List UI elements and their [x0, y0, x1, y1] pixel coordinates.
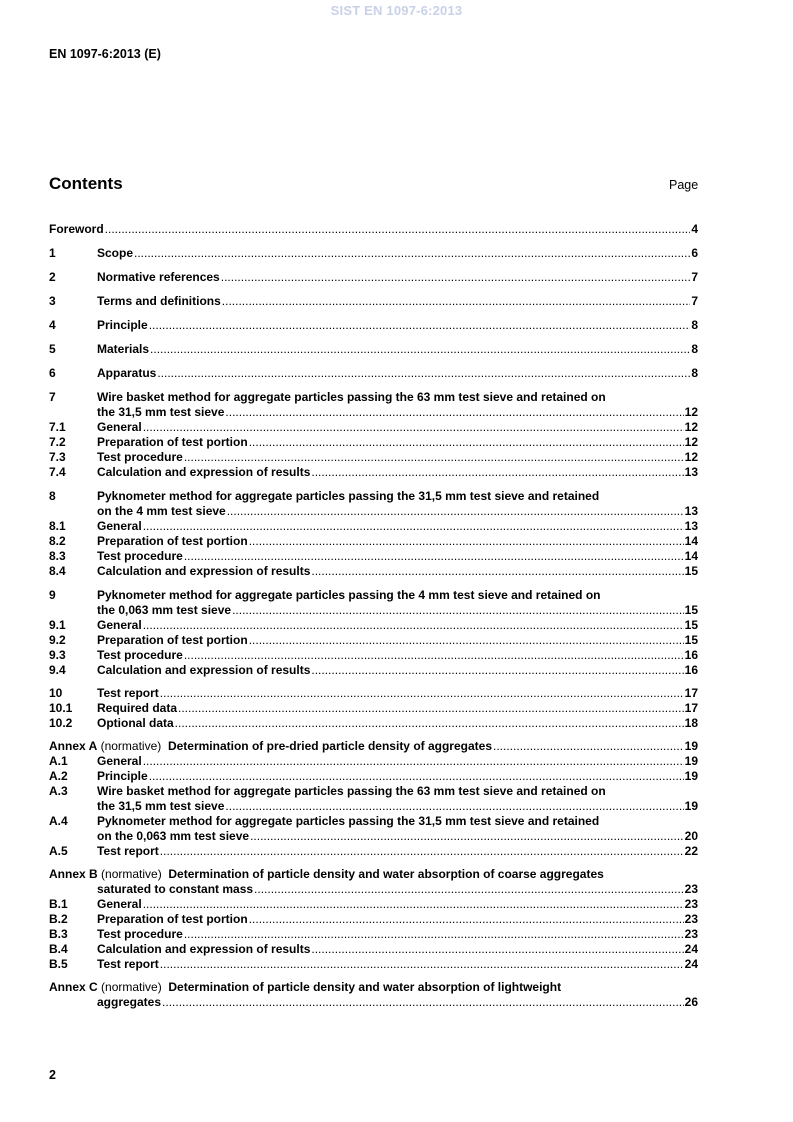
toc-number: 10.1	[49, 701, 73, 715]
toc-number: 8	[49, 489, 56, 503]
toc-number: 5	[49, 342, 56, 356]
dot-leader	[184, 549, 684, 564]
toc-number: 6	[49, 366, 56, 380]
annex-label: Annex B	[49, 867, 98, 881]
toc-title: Calculation and expression of results	[97, 465, 311, 479]
toc-title-line: Pyknometer method for aggregate particles passing the 4 mm test sieve and retained on	[97, 588, 601, 602]
toc-entry[interactable]	[49, 549, 698, 564]
toc-entry-foreword[interactable]	[49, 222, 698, 237]
table-of-contents	[49, 222, 698, 1010]
toc-entry[interactable]	[49, 450, 698, 465]
dot-leader	[143, 519, 684, 534]
toc-number: 4	[49, 318, 56, 332]
dot-leader	[311, 564, 683, 579]
toc-page: 26	[684, 995, 698, 1009]
toc-entry[interactable]	[49, 588, 698, 618]
toc-page: 19	[684, 769, 698, 783]
toc-entry[interactable]	[49, 814, 698, 844]
toc-number: A.1	[49, 754, 68, 768]
toc-title: Test report	[97, 686, 159, 700]
toc-entry[interactable]	[49, 701, 698, 716]
dot-leader	[232, 603, 684, 618]
toc-title: Test report	[97, 844, 159, 858]
toc-page: 22	[684, 844, 698, 858]
toc-page: 20	[684, 829, 698, 843]
toc-title: Apparatus	[97, 366, 157, 380]
dot-leader	[311, 465, 683, 480]
toc-number: 7.1	[49, 420, 66, 434]
toc-entry[interactable]	[49, 318, 698, 333]
toc-title: General	[97, 897, 142, 911]
toc-number: 9.1	[49, 618, 66, 632]
toc-number: B.1	[49, 897, 68, 911]
dot-leader	[143, 420, 684, 435]
toc-page: 19	[684, 754, 698, 768]
toc-page: 12	[684, 405, 698, 419]
toc-title-line: the 31,5 mm test sieve	[97, 799, 225, 813]
dot-leader	[184, 927, 684, 942]
toc-entry[interactable]	[49, 465, 698, 480]
dot-leader	[160, 957, 684, 972]
toc-title: General	[97, 519, 142, 533]
dot-leader	[249, 912, 684, 927]
toc-page: 23	[684, 912, 698, 926]
toc-number: 9.2	[49, 633, 66, 647]
toc-entry[interactable]	[49, 534, 698, 549]
toc-page: 8	[691, 318, 698, 332]
toc-title: Preparation of test portion	[97, 435, 248, 449]
toc-page: 16	[684, 663, 698, 677]
toc-page: 14	[684, 534, 698, 548]
toc-page: 19	[684, 739, 698, 753]
annex-label: Annex A	[49, 739, 98, 753]
toc-page: 13	[684, 504, 698, 518]
toc-title-line: Determination of particle density and water absorption of coarse aggregates	[168, 867, 604, 881]
toc-number: B.4	[49, 942, 68, 956]
toc-number: 8.1	[49, 519, 66, 533]
toc-page: 7	[691, 294, 698, 308]
dot-leader	[493, 739, 684, 754]
toc-entry[interactable]	[49, 246, 698, 261]
toc-number: 7.2	[49, 435, 66, 449]
toc-entry[interactable]	[49, 633, 698, 648]
toc-title: Preparation of test portion	[97, 912, 248, 926]
toc-number: B.5	[49, 957, 68, 971]
toc-number: 9.4	[49, 663, 66, 677]
toc-page: 12	[684, 450, 698, 464]
annex-label: Annex C	[49, 980, 98, 994]
toc-entry[interactable]	[49, 844, 698, 859]
toc-title: Calculation and expression of results	[97, 564, 311, 578]
dot-leader	[249, 534, 684, 549]
toc-number: 8.3	[49, 549, 66, 563]
toc-number: B.2	[49, 912, 68, 926]
toc-page: 12	[684, 435, 698, 449]
toc-title-line: aggregates	[97, 995, 162, 1009]
toc-entry[interactable]	[49, 769, 698, 784]
toc-entry[interactable]	[49, 420, 698, 435]
toc-title: Optional data	[97, 716, 174, 730]
toc-page: 13	[684, 519, 698, 533]
toc-title: Test procedure	[97, 450, 183, 464]
dot-leader	[249, 435, 684, 450]
toc-title: Calculation and expression of results	[97, 663, 311, 677]
toc-number: 3	[49, 294, 56, 308]
toc-title: Test report	[97, 957, 159, 971]
dot-leader	[157, 366, 690, 381]
toc-number: A.2	[49, 769, 68, 783]
toc-title: Test procedure	[97, 648, 183, 662]
toc-number: 10	[49, 686, 63, 700]
toc-entry[interactable]	[49, 294, 698, 309]
toc-annex-c[interactable]	[49, 980, 698, 1010]
toc-entry[interactable]	[49, 519, 698, 534]
toc-entry[interactable]	[49, 342, 698, 357]
annex-type: (normative)	[101, 980, 162, 994]
toc-page: 24	[684, 942, 698, 956]
dot-leader	[150, 342, 690, 357]
toc-page: 8	[691, 342, 698, 356]
toc-title: Materials	[97, 342, 150, 356]
toc-number: 9.3	[49, 648, 66, 662]
toc-title: Foreword	[49, 222, 104, 236]
toc-number: 10.2	[49, 716, 73, 730]
toc-page: 12	[684, 420, 698, 434]
dot-leader	[184, 648, 684, 663]
toc-entry[interactable]	[49, 489, 698, 519]
toc-entry[interactable]	[49, 912, 698, 927]
dot-leader	[222, 294, 691, 309]
toc-title: Preparation of test portion	[97, 534, 248, 548]
annex-type: (normative)	[100, 739, 162, 753]
toc-title-line: Pyknometer method for aggregate particles passing the 31,5 mm test sieve and retained	[97, 814, 600, 828]
toc-page: 16	[684, 648, 698, 662]
toc-annex-b[interactable]	[49, 867, 698, 897]
toc-entry[interactable]	[49, 435, 698, 450]
dot-leader	[143, 754, 684, 769]
dot-leader	[225, 799, 683, 814]
toc-title-line: the 31,5 mm test sieve	[97, 405, 225, 419]
toc-title: Terms and definitions	[97, 294, 221, 308]
toc-entry[interactable]	[49, 564, 698, 579]
dot-leader	[143, 618, 684, 633]
toc-title: Required data	[97, 701, 178, 715]
toc-number: A.5	[49, 844, 68, 858]
toc-title: Principle	[97, 769, 148, 783]
toc-page: 4	[691, 222, 698, 236]
dot-leader	[149, 318, 691, 333]
toc-title: General	[97, 754, 142, 768]
toc-title: Calculation and expression of results	[97, 942, 311, 956]
toc-number: 1	[49, 246, 56, 260]
document-id: EN 1097-6:2013 (E)	[49, 47, 161, 61]
dot-leader	[160, 686, 684, 701]
toc-page: 15	[684, 618, 698, 632]
toc-entry[interactable]	[49, 716, 698, 731]
toc-entry[interactable]	[49, 942, 698, 957]
toc-page: 7	[691, 270, 698, 284]
toc-page: 18	[684, 716, 698, 730]
dot-leader	[105, 222, 691, 237]
toc-title: Principle	[97, 318, 148, 332]
toc-title: General	[97, 618, 142, 632]
toc-entry[interactable]	[49, 897, 698, 912]
toc-number: B.3	[49, 927, 68, 941]
toc-page: 17	[684, 686, 698, 700]
page-column-label: Page	[669, 178, 699, 192]
toc-entry[interactable]	[49, 366, 698, 381]
toc-title: Normative references	[97, 270, 220, 284]
dot-leader	[227, 504, 684, 519]
toc-entry[interactable]	[49, 686, 698, 701]
toc-title-line: Pyknometer method for aggregate particles passing the 31,5 mm test sieve and retained	[97, 489, 600, 503]
dot-leader	[149, 769, 684, 784]
toc-title: Test procedure	[97, 927, 183, 941]
toc-page: 23	[684, 882, 698, 896]
dot-leader	[254, 882, 684, 897]
dot-leader	[250, 829, 684, 844]
page-number: 2	[49, 1068, 56, 1082]
toc-title-line: Determination of particle density and water absorption of lightweight	[168, 980, 562, 994]
toc-page: 13	[684, 465, 698, 479]
dot-leader	[225, 405, 683, 420]
dot-leader	[311, 942, 683, 957]
toc-title: Determination of pre-dried particle density of aggregates	[167, 739, 493, 753]
toc-number: 2	[49, 270, 56, 284]
toc-entry[interactable]	[49, 390, 698, 420]
toc-page: 23	[684, 897, 698, 911]
toc-page: 24	[684, 957, 698, 971]
dot-leader	[160, 844, 684, 859]
toc-title-line: Wire basket method for aggregate particles passing the 63 mm test sieve and retained on	[97, 784, 606, 798]
toc-title: Test procedure	[97, 549, 183, 563]
dot-leader	[162, 995, 684, 1010]
toc-entry[interactable]	[49, 957, 698, 972]
toc-entry[interactable]	[49, 648, 698, 663]
toc-annex-a[interactable]	[49, 739, 698, 754]
toc-number: A.4	[49, 814, 68, 828]
toc-page: 17	[684, 701, 698, 715]
toc-entry[interactable]	[49, 927, 698, 942]
toc-title-line: saturated to constant mass	[97, 882, 254, 896]
watermark: SIST EN 1097-6:2013	[330, 3, 463, 18]
toc-title-line: on the 0,063 mm test sieve	[97, 829, 250, 843]
dot-leader	[311, 663, 683, 678]
toc-entry[interactable]	[49, 618, 698, 633]
toc-title: Scope	[97, 246, 134, 260]
toc-entry[interactable]	[49, 784, 698, 814]
toc-number: 9	[49, 588, 56, 602]
toc-page: 23	[684, 927, 698, 941]
toc-number: A.3	[49, 784, 68, 798]
toc-number: 8.4	[49, 564, 66, 578]
dot-leader	[175, 716, 684, 731]
contents-heading: Contents	[49, 174, 123, 193]
toc-title-line: on the 4 mm test sieve	[97, 504, 226, 518]
dot-leader	[184, 450, 684, 465]
toc-page: 6	[691, 246, 698, 260]
toc-number: 7	[49, 390, 56, 404]
toc-entry[interactable]	[49, 754, 698, 769]
toc-page: 15	[684, 603, 698, 617]
dot-leader	[249, 633, 684, 648]
dot-leader	[178, 701, 684, 716]
toc-page: 15	[684, 633, 698, 647]
annex-type: (normative)	[101, 867, 162, 881]
toc-entry[interactable]	[49, 270, 698, 285]
toc-title-line: the 0,063 mm test sieve	[97, 603, 232, 617]
toc-title-line: Wire basket method for aggregate particles passing the 63 mm test sieve and retained on	[97, 390, 606, 404]
toc-page: 19	[684, 799, 698, 813]
toc-title: Preparation of test portion	[97, 633, 248, 647]
toc-entry[interactable]	[49, 663, 698, 678]
toc-page: 14	[684, 549, 698, 563]
dot-leader	[221, 270, 691, 285]
toc-number: 7.4	[49, 465, 66, 479]
toc-number: 7.3	[49, 450, 66, 464]
dot-leader	[134, 246, 690, 261]
dot-leader	[143, 897, 684, 912]
toc-page: 15	[684, 564, 698, 578]
toc-title: General	[97, 420, 142, 434]
toc-page: 8	[691, 366, 698, 380]
toc-number: 8.2	[49, 534, 66, 548]
